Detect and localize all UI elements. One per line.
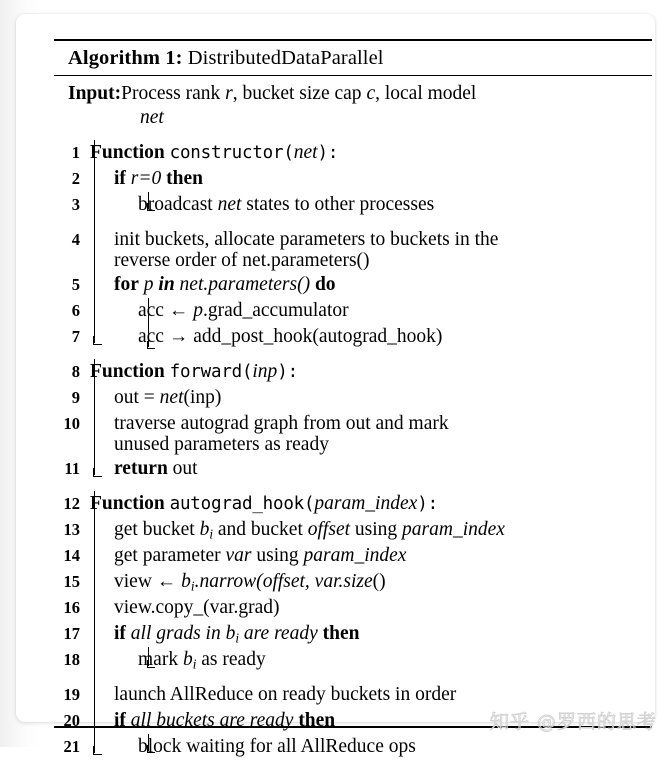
function-block-forward	[54, 359, 652, 482]
code-line	[54, 595, 652, 621]
line-8-text	[84, 360, 652, 382]
line-21-text: block waiting for all AllReduce ops	[138, 735, 416, 757]
code-line	[54, 517, 652, 543]
line-16-text: view.copy_(var.grad)	[114, 596, 280, 618]
code-line	[54, 456, 652, 482]
bucket-var-b: b	[181, 570, 191, 592]
line-2-text	[84, 167, 652, 189]
out-assign-post: (inp)	[183, 386, 222, 408]
line-number: 7	[71, 326, 80, 346]
keyword-function: Function	[90, 141, 165, 163]
grad-var-p: p	[193, 299, 203, 321]
paren-open: (	[283, 142, 294, 163]
keyword-for: for	[114, 273, 139, 295]
fn-arg-net: net	[293, 141, 318, 163]
keyword-if: if	[114, 622, 126, 644]
fn-name-autograd-hook: autograd_hook	[169, 493, 305, 514]
keyword-function: Function	[90, 360, 165, 382]
input-line	[68, 82, 652, 107]
broadcast-em-net: net	[217, 193, 242, 215]
line-number: 21	[63, 736, 80, 756]
return-value-out: out	[167, 457, 198, 479]
line-11-text	[84, 457, 652, 479]
input-text-2: , bucket size cap	[232, 83, 367, 104]
code-line	[54, 385, 652, 411]
line-number: 12	[63, 493, 80, 513]
line-number: 13	[63, 519, 80, 539]
fn-name-forward: forward	[169, 361, 242, 382]
line-number: 9	[71, 387, 80, 407]
zhihu-watermark: 知乎 @罗西的思考	[489, 711, 657, 733]
keyword-then: then	[166, 167, 204, 189]
code-line	[54, 298, 652, 324]
algorithm-title: DistributedDataParallel	[187, 47, 384, 69]
narrow-close-parens: ()	[372, 570, 386, 592]
line-number: 17	[63, 623, 80, 643]
function-block-constructor	[54, 140, 652, 350]
paren-open: (	[304, 493, 315, 514]
line-number: 16	[63, 597, 80, 617]
line-6-text	[84, 299, 652, 321]
line-1-text	[84, 141, 652, 163]
line-number: 6	[71, 300, 80, 320]
get-param-pre: get parameter	[114, 544, 226, 566]
paren-close: ):	[277, 361, 298, 382]
line-number: 2	[71, 168, 80, 188]
line-number: 14	[63, 545, 80, 565]
broadcast-text-pre: broadcast	[138, 193, 218, 215]
code-line	[54, 166, 652, 192]
narrow-call: .narrow(	[194, 570, 263, 592]
line-number: 11	[64, 458, 80, 478]
code-line	[54, 647, 652, 673]
param-index-var: param_index	[303, 544, 407, 566]
keyword-then: then	[322, 622, 360, 644]
forward-arrow-icon: →	[168, 325, 189, 347]
line-19-text: launch AllReduce on ready buckets in order	[114, 683, 457, 705]
bucket-var-b: b	[199, 518, 210, 540]
offset-var: offset	[307, 518, 351, 540]
bucket-subscript-i: i	[209, 526, 213, 542]
line-number: 4	[71, 229, 80, 249]
code-line	[54, 227, 652, 272]
input-keyword: Input:	[68, 83, 122, 104]
line-10-text: traverse autograd graph from out and mark	[114, 412, 449, 434]
net-call: net	[159, 386, 184, 408]
fn-arg-inp: inp	[252, 360, 278, 382]
keyword-return: return	[114, 457, 168, 479]
bucket-var-b: b	[225, 622, 236, 644]
algorithm-number-label: Algorithm 1:	[68, 47, 183, 69]
assign-arrow-icon: ←	[156, 570, 177, 592]
get-bucket-pre: get bucket	[114, 518, 200, 540]
bucket-subscript-i: i	[190, 578, 195, 594]
line-10-continuation: unused parameters as ready	[114, 434, 329, 456]
line-number: 5	[71, 274, 80, 294]
code-line	[54, 411, 652, 456]
algorithm-block	[54, 39, 652, 764]
cond-all-grads-pre: all grads in	[130, 622, 226, 644]
bucket-var-b: b	[182, 648, 193, 670]
line-5-text	[84, 273, 652, 295]
get-param-using: using	[251, 544, 304, 566]
code-line	[54, 682, 652, 708]
grad-accumulator-text: .grad_accumulator	[202, 299, 349, 321]
code-line	[54, 359, 652, 385]
input-text-3: , local model	[375, 83, 477, 104]
if-body-indent-guide	[148, 192, 149, 210]
acc-label: acc	[138, 299, 169, 321]
spacer	[54, 482, 652, 491]
keyword-function: Function	[90, 492, 165, 514]
fn-arg-param-index: param_index	[314, 492, 418, 514]
mark-pre: mark	[138, 648, 183, 670]
line-number: 8	[71, 361, 80, 381]
line-number: 10	[63, 413, 80, 433]
cond-all-grads-post: are ready	[239, 622, 318, 644]
condition-r-equals-zero: r=0	[130, 167, 162, 189]
fn-name-constructor: constructor	[169, 142, 284, 163]
loop-iterable: net.parameters()	[179, 273, 311, 295]
line-number: 20	[63, 710, 80, 730]
param-index-var: param_index	[402, 518, 505, 540]
var-name: var	[225, 544, 252, 566]
loop-var-p: p	[143, 273, 154, 295]
code-line	[54, 140, 652, 166]
code-line	[54, 192, 652, 218]
line-9-text	[84, 386, 652, 408]
algorithm-body	[54, 135, 652, 764]
mark-post: as ready	[196, 648, 266, 670]
line-3-text	[84, 193, 652, 215]
acc-label-2: acc	[138, 325, 169, 347]
spacer	[54, 673, 652, 682]
bucket-subscript-i: i	[235, 630, 240, 646]
code-line	[54, 569, 652, 595]
paren-close: ):	[317, 142, 339, 163]
keyword-do: do	[314, 273, 336, 295]
line-14-text	[84, 544, 652, 566]
line-number: 15	[63, 571, 80, 591]
code-line	[54, 621, 652, 647]
input-continuation: net	[140, 106, 164, 128]
line-15-text	[84, 570, 652, 593]
line-4-continuation: reverse order of net.parameters()	[114, 250, 370, 272]
cond-all-buckets-ready: all buckets are ready	[130, 709, 294, 731]
line-number: 1	[71, 142, 80, 162]
get-bucket-mid: and bucket	[213, 518, 308, 540]
keyword-then: then	[298, 709, 336, 731]
spacer	[54, 350, 652, 359]
bucket-subscript-i: i	[192, 656, 197, 672]
line-17-text	[84, 622, 652, 645]
input-text-1: Process rank	[121, 83, 226, 104]
paren-open: (	[242, 361, 253, 382]
view-label: view	[114, 570, 157, 592]
if-body-indent-guide	[148, 647, 149, 666]
algorithm-caption	[54, 41, 652, 75]
add-post-hook-text: add_post_hook(autograd_hook)	[188, 325, 443, 347]
line-number: 18	[63, 649, 80, 669]
line-12-text	[84, 492, 652, 514]
line-number: 19	[63, 684, 80, 704]
assign-arrow-icon: ←	[168, 299, 189, 321]
out-assign-pre: out =	[114, 386, 160, 408]
spacer	[54, 218, 652, 227]
code-line	[54, 272, 652, 298]
line-13-text	[84, 518, 652, 541]
keyword-in: in	[158, 273, 175, 295]
narrow-args: offset, var.size	[262, 570, 373, 592]
line-4-text: init buckets, allocate parameters to buckets in the	[114, 228, 499, 250]
keyword-if: if	[114, 167, 126, 189]
code-line	[54, 543, 652, 569]
input-var-r: r	[225, 83, 233, 104]
line-7-text	[84, 325, 652, 347]
if-body-indent-guide	[148, 734, 149, 752]
paren-close: ):	[417, 493, 438, 514]
code-line	[54, 324, 652, 350]
broadcast-text-post: states to other processes	[241, 193, 435, 215]
code-line	[54, 491, 652, 517]
line-number: 3	[71, 194, 80, 214]
input-var-c: c	[366, 83, 376, 104]
line-18-text	[84, 648, 652, 671]
algorithm-input-section	[54, 76, 652, 135]
keyword-if: if	[114, 709, 126, 731]
get-bucket-using: using	[350, 518, 403, 540]
